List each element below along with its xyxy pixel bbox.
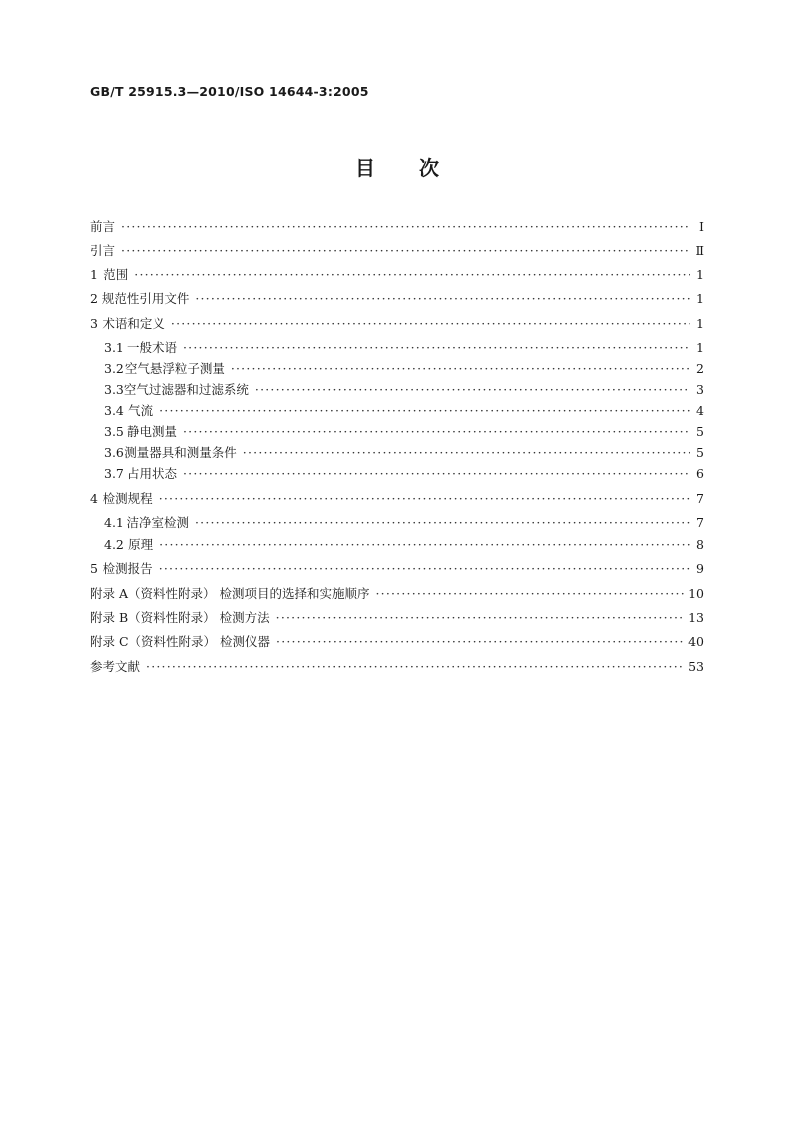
toc-entry-2[interactable]: [90, 290, 704, 308]
title-char-right: 次: [419, 156, 439, 180]
toc-entry-page: 3: [696, 382, 704, 397]
toc-entry-5[interactable]: [90, 560, 704, 578]
toc-entry-3-2[interactable]: [90, 360, 704, 378]
toc-entry-page: 10: [688, 586, 704, 601]
toc-entry-number: 3.7: [104, 466, 124, 481]
toc-entry-page: 5: [696, 424, 704, 439]
toc-entry-label: 静电测量: [126, 424, 177, 439]
toc-entry-label: 一般术语: [126, 340, 177, 355]
toc-leader-dots: [183, 465, 690, 483]
toc-entry-label: 规范性引用文件: [101, 291, 190, 306]
toc-entry-4[interactable]: [90, 490, 704, 508]
toc-entry-label: 洁净室检测: [126, 515, 189, 530]
toc-leader-dots: [231, 360, 690, 378]
toc-entry-page: 1: [696, 316, 704, 331]
toc-entry-number: 1: [90, 267, 98, 282]
toc-leader-dots: [171, 315, 690, 333]
toc-entry-label: 空气过滤器和过滤系统: [123, 382, 249, 397]
toc-leader-dots: [146, 658, 684, 676]
toc-leader-dots: [183, 423, 690, 441]
toc-leader-dots: [159, 536, 690, 554]
toc-entry-number: 3: [90, 316, 98, 331]
toc-entry-3[interactable]: [90, 315, 704, 333]
toc-entry-number: 4.2: [104, 537, 124, 552]
toc-entry-foreword[interactable]: [90, 218, 704, 236]
toc-entry-3-5[interactable]: [90, 423, 704, 441]
toc-entry-label: 占用状态: [126, 466, 177, 481]
toc-entry-bibliography[interactable]: [90, 658, 704, 676]
toc-entry-label: 测量器具和测量条件: [124, 445, 237, 460]
toc-entry-4-1[interactable]: [90, 514, 704, 532]
toc-entry-annex-a[interactable]: [90, 585, 704, 603]
toc-leader-dots: [159, 560, 690, 578]
toc-leader-dots: [159, 490, 690, 508]
standard-number: GB/T 25915.3—2010/ISO 14644-3:2005: [90, 84, 369, 99]
toc-entry-label: 术语和定义: [102, 316, 165, 331]
toc-entry-label: 范围: [103, 267, 129, 282]
toc-entry-label: 附录 C（资料性附录） 检测仪器: [90, 634, 271, 649]
toc-entry-number: 4.1: [104, 515, 124, 530]
toc-leader-dots: [195, 290, 690, 308]
toc-entry-page: 53: [688, 659, 704, 674]
toc-entry-number: 3.4: [104, 403, 124, 418]
toc-entry-label: 检测规程: [102, 491, 153, 506]
toc-entry-page: 7: [696, 515, 704, 530]
toc-entry-number: 5: [90, 561, 98, 576]
page-title: [0, 152, 794, 181]
toc-entry-page: 13: [688, 610, 704, 625]
toc-entry-annex-b[interactable]: [90, 609, 704, 627]
toc-leader-dots: [121, 218, 690, 236]
toc-entry-page: 6: [696, 466, 704, 481]
toc-entry-page: 1: [696, 267, 704, 282]
toc-entry-3-7[interactable]: [90, 465, 704, 483]
toc-entry-label: 引言: [90, 243, 116, 258]
toc-entry-annex-c[interactable]: [90, 633, 704, 651]
toc-entry-label: 参考文献: [90, 659, 141, 674]
toc-leader-dots: [243, 444, 690, 462]
toc-entry-1[interactable]: [90, 266, 704, 284]
toc-entry-introduction[interactable]: [90, 242, 704, 260]
toc-entry-4-2[interactable]: [90, 536, 704, 554]
toc-entry-label: 空气悬浮粒子测量: [124, 361, 225, 376]
toc-entry-3-6[interactable]: [90, 444, 704, 462]
toc-entry-3-3[interactable]: [90, 381, 704, 399]
toc-entry-page: 1: [696, 291, 704, 306]
toc-entry-3-4[interactable]: [90, 402, 704, 420]
toc-entry-number: 3.2: [104, 361, 124, 376]
toc-leader-dots: [276, 609, 684, 627]
toc-entry-page: 1: [696, 340, 704, 355]
title-char-left: 目: [355, 156, 375, 180]
toc-entry-number: 4: [90, 491, 98, 506]
toc-entry-3-1[interactable]: [90, 339, 704, 357]
toc-leader-dots: [375, 585, 684, 603]
toc-entry-label: 气流: [128, 403, 154, 418]
toc-entry-page: 8: [696, 537, 704, 552]
toc-entry-number: 3.1: [104, 340, 124, 355]
toc-entry-page: Ⅱ: [695, 243, 704, 258]
toc-leader-dots: [121, 242, 690, 260]
toc-leader-dots: [183, 339, 690, 357]
toc-leader-dots: [195, 514, 690, 532]
toc-entry-number: 3.3: [104, 382, 124, 397]
toc-leader-dots: [255, 381, 690, 399]
toc-entry-number: 3.5: [104, 424, 124, 439]
toc-entry-page: 7: [696, 491, 704, 506]
toc-entry-page: 4: [696, 403, 704, 418]
toc-entry-page: 2: [696, 361, 704, 376]
toc-leader-dots: [134, 266, 690, 284]
toc-entry-page: 9: [696, 561, 704, 576]
toc-entry-page: 40: [688, 634, 704, 649]
toc-leader-dots: [159, 402, 690, 420]
toc-entry-page: Ⅰ: [699, 219, 704, 234]
toc-entry-label: 附录 A（资料性附录） 检测项目的选择和实施顺序: [90, 586, 370, 601]
toc-entry-number: 3.6: [104, 445, 124, 460]
toc-leader-dots: [276, 633, 684, 651]
toc-entry-page: 5: [696, 445, 704, 460]
toc-entry-label: 前言: [90, 219, 116, 234]
toc-entry-label: 附录 B（资料性附录） 检测方法: [90, 610, 270, 625]
toc-entry-label: 原理: [128, 537, 154, 552]
toc-entry-number: 2: [90, 291, 98, 306]
toc-entry-label: 检测报告: [102, 561, 153, 576]
